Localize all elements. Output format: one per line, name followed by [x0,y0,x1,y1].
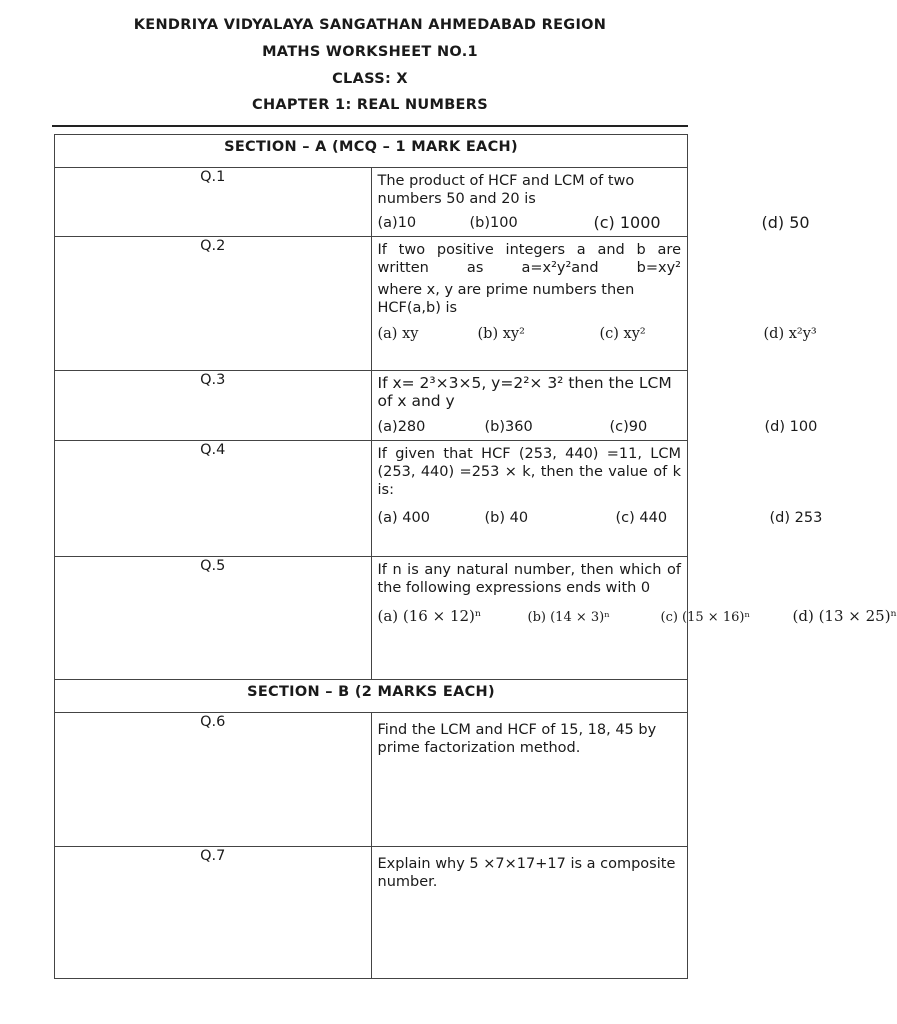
options-row [377,418,818,440]
question-body [371,371,818,441]
option-c: (c) 1000 [593,213,661,232]
option-d: (d) 253 [769,510,823,526]
option-d: (d) x²y³ [763,326,817,342]
option-d: (d) 50 [761,213,810,232]
option-d: (d) (13 × 25)ⁿ [792,607,897,625]
worksheet-table [54,134,897,979]
option-a: (a)10 [377,215,417,231]
q2-line1: If two positive integers a and b are written as a=x²y²and b=xy² [377,242,681,276]
question-number: Q.6 [55,713,372,847]
options-row [377,325,817,347]
option-a: (a) (16 × 12)ⁿ [377,607,482,625]
section-b-title: SECTION – B (2 MARKS EACH) [55,680,688,713]
question-row [55,371,688,441]
option-b: (b)360 [484,419,533,435]
question-text-line-2: where x, y are prime numbers then HCF(a,b) is [377,282,635,316]
option-a: (a)280 [377,419,426,435]
question-text: If x= 2³×3×5, y=2²× 3² then the LCM of x and y [377,374,672,410]
option-b: (b)100 [469,215,518,231]
question-row [55,168,688,237]
options-row [377,509,823,531]
question-body [371,557,897,680]
chapter-title: CHAPTER 1: REAL NUMBERS [252,97,488,113]
question-text: The product of HCF and LCM of two numbers 50 and 20 is [377,173,635,207]
option-b: (b) xy² [477,326,525,342]
section-a-title: SECTION – A (MCQ – 1 MARK EACH) [55,135,688,168]
question-text: Explain why 5 ×7×17+17 is a composite number. [377,856,676,890]
option-c: (c) 440 [615,510,668,526]
question-body [371,847,688,979]
question-body [371,237,817,371]
question-number: Q.2 [55,237,372,371]
header-divider [52,125,688,127]
class-label: CLASS: X [332,71,408,87]
question-text: Find the LCM and HCF of 15, 18, 45 by prime factorization method. [377,722,657,756]
options-row [377,213,810,236]
question-row [55,557,688,680]
option-c: (c) xy² [599,326,646,342]
option-b: (b) (14 × 3)ⁿ [527,610,610,625]
options-row [377,607,897,629]
question-number: Q.4 [55,441,372,557]
question-body [371,713,688,847]
option-a: (a) xy [377,326,419,342]
question-text-line-1 [378,241,682,277]
question-row [55,237,688,371]
school-title: KENDRIYA VIDYALAYA SANGATHAN AHMEDABAD REGION [133,17,607,33]
option-c: (c) (15 × 16)ⁿ [660,610,751,625]
question-row [55,847,688,979]
worksheet-title: MATHS WORKSHEET NO.1 [262,44,478,60]
section-a-header-row [55,135,688,168]
question-text: If given that HCF (253, 440) =11, LCM (253, 440) =253 × k, then the value of k is: [377,446,681,498]
option-c: (c)90 [609,419,648,435]
option-b: (b) 40 [484,510,529,526]
section-b-header-row [55,680,688,713]
question-number: Q.1 [55,168,372,237]
question-row [55,441,688,557]
question-body [371,441,823,557]
question-text: If n is any natural number, then which of the following expressions ends with 0 [377,562,681,596]
question-body [371,168,810,237]
option-a: (a) 400 [377,510,430,526]
question-number: Q.5 [55,557,372,680]
question-row [55,713,688,847]
question-number: Q.3 [55,371,372,441]
option-d: (d) 100 [764,419,818,435]
question-number: Q.7 [55,847,372,979]
